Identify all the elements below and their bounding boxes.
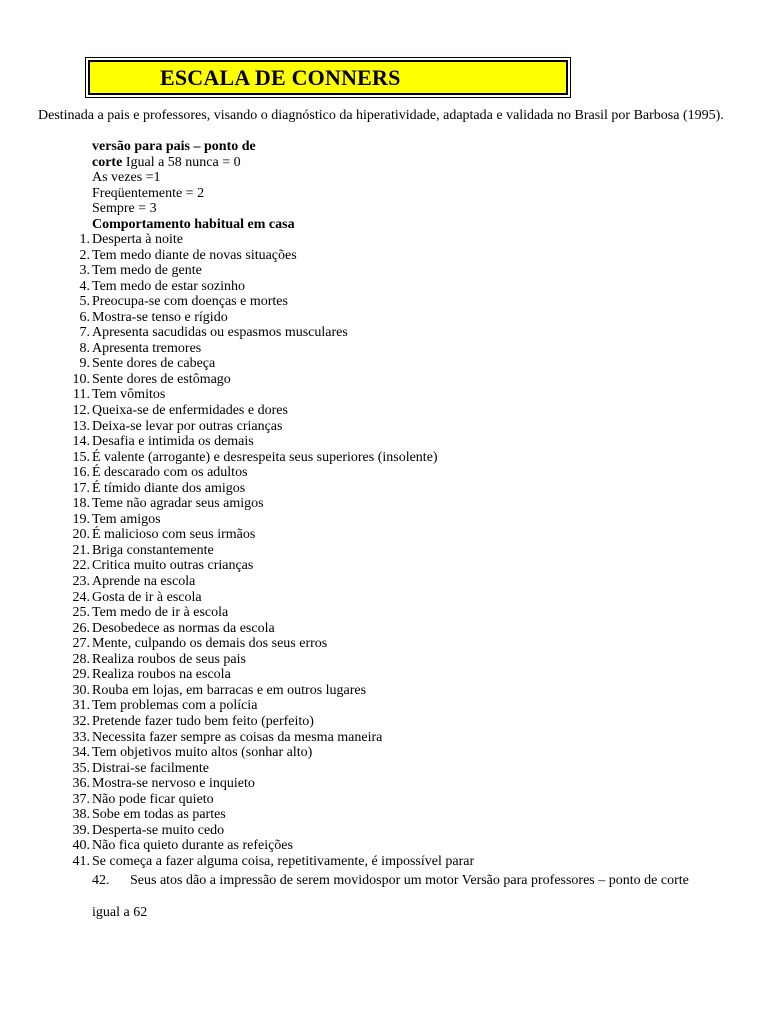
item-text: Deixa-se levar por outras crianças [92,418,283,434]
cutoff-value: Igual a 58 nunca = 0 [122,154,241,170]
title-box [88,60,568,95]
item-number: 27. [72,636,90,652]
item-number: 14. [72,434,90,450]
item-text: Apresenta tremores [92,340,202,356]
item-text: Desperta à noite [92,232,183,247]
item-text: É descarado com os adultos [92,465,248,481]
item-number: 16. [72,465,90,481]
scale-option-1: As vezes =1 [92,170,161,186]
list-item [72,745,474,761]
list-item [72,713,474,730]
item-number: 30. [72,682,90,698]
item-text: Queixa-se de enfermidades e dores [92,403,288,419]
list-item [72,371,474,388]
item-text: Realiza roubos na escola [92,667,231,683]
item-text: Critica muito outras crianças [92,558,254,574]
item-text: Mente, culpando os demais dos seus erros [92,636,328,652]
list-item [72,776,474,792]
list-item [72,822,474,839]
item-number: 18. [72,496,90,512]
item-number: 31. [72,698,90,714]
item-number: 9. [79,356,90,372]
item-text: Tem objetivos muito altos (sonhar alto) [92,745,313,761]
item-number: 22. [72,558,90,574]
item-text: Necessita fazer sempre as coisas da mesma maneira [92,729,383,745]
list-item [72,558,474,574]
list-item [72,449,474,466]
list-item [72,807,474,823]
scale-option-3: Sempre = 3 [92,201,157,217]
item-number: 2. [79,247,90,263]
list-item [79,247,474,264]
section-heading: Comportamento habitual em casa [92,216,295,232]
version-line: versão para pais – ponto de [92,139,256,154]
item-number: 4. [79,278,90,294]
scale-header [92,139,732,233]
item-text: Tem medo de estar sozinho [92,278,245,294]
item-number: 29. [72,667,90,683]
item-text: Tem problemas com a polícia [92,698,258,714]
list-item [72,729,474,746]
list-item [79,309,474,326]
item-text: Tem amigos [92,511,161,527]
item-number: 20. [72,527,90,543]
item-number: 38. [72,807,90,823]
list-item [72,838,474,854]
item-text: É tímido diante dos amigos [92,480,246,496]
item-number: 36. [72,776,90,792]
list-item [79,278,474,295]
item-number: 42. [92,873,110,888]
item-number: 32. [72,713,90,729]
item-number: 26. [72,620,90,636]
list-item [79,294,474,310]
item-number: 39. [72,822,90,838]
item-number: 1. [79,232,90,247]
item-number: 7. [79,325,90,341]
item-text: Pretende fazer tudo bem feito (perfeito) [92,713,314,729]
item-text: Se começa a fazer alguma coisa, repetitivamente, é impossível parar [92,853,475,869]
list-item [72,403,474,419]
cutoff-label: corte [92,154,123,170]
item-text: Sente dores de estômago [92,371,231,387]
list-item [72,511,474,528]
item-number: 11. [73,387,90,403]
item-number: 35. [72,760,90,776]
list-item [72,698,474,714]
intro-paragraph: Destinada a pais e professores, visando o diagnóstico da hiperatividade, adaptada e validada no Brasil por Barbosa (1995). [38,108,724,123]
item-list [72,232,475,869]
item-number: 3. [79,263,90,279]
item-number: 41. [72,853,90,869]
item-text: Sente dores de cabeça [92,356,216,372]
item-number: 23. [72,574,90,590]
item-number: 34. [72,745,90,761]
list-item [72,760,474,777]
item-number: 10. [72,371,90,387]
list-item [73,387,474,403]
item-number: 28. [72,651,90,667]
item-number: 33. [72,729,90,745]
cutoff-note: igual a 62 [92,905,148,920]
item-text: Sobe em todas as partes [92,807,226,823]
list-item [72,636,474,652]
item-text: Teme não agradar seus amigos [92,496,264,512]
item-number: 5. [79,294,90,310]
list-item [79,340,474,357]
item-number: 40. [72,838,90,854]
item-text: É valente (arrogante) e desrespeita seus superiores (insolente) [92,449,438,465]
list-item [72,853,475,870]
list-item [79,232,474,248]
item-number: 37. [72,791,90,807]
list-item [79,325,474,341]
item-text: Tem vômitos [92,387,166,403]
item-text: Tem medo de gente [92,263,202,279]
item-number: 15. [72,449,90,465]
list-item [72,434,474,450]
scale-option-2: Freqüentemente = 2 [92,185,205,201]
list-item [72,418,474,435]
item-text: Seus atos dão a impressão de serem movidospor um motor Versão para professores – ponto de corte [130,873,689,888]
list-item [72,791,474,808]
item-text: Não pode ficar quieto [92,791,214,807]
item-text: Apresenta sacudidas ou espasmos musculares [92,325,348,341]
item-text: Aprende na escola [92,574,196,590]
item-text: Tem medo diante de novas situações [92,247,297,263]
list-item [72,480,474,497]
item-number: 24. [72,589,90,605]
item-text: Mostra-se nervoso e inquieto [92,776,255,792]
list-item [72,667,474,683]
item-number: 21. [72,542,90,558]
item-number: 13. [72,418,90,434]
item-text: Mostra-se tenso e rígido [92,309,228,325]
list-item [72,651,474,668]
item-text: Preocupa-se com doenças e mortes [92,294,288,310]
item-text: Briga constantemente [92,542,214,558]
item-text: Tem medo de ir à escola [92,605,229,621]
item-text: Gosta de ir à escola [92,589,202,605]
item-text: Desobedece as normas da escola [92,620,275,636]
item-text: Desperta-se muito cedo [92,822,225,838]
list-item [72,589,474,606]
list-item [72,682,474,699]
item-text: Realiza roubos de seus pais [92,651,246,667]
list-item [79,263,474,279]
item-number: 25. [72,605,90,621]
list-item [72,465,474,481]
list-item [72,620,474,637]
item-text: Distrai-se facilmente [92,760,210,776]
item-text: Não fica quieto durante as refeições [92,838,293,854]
item-number: 8. [79,340,90,356]
item-number: 12. [72,403,90,419]
list-item [72,605,474,621]
page-title: ESCALA DE CONNERS [160,65,401,90]
cutoff-line [92,155,732,171]
list-item [72,527,474,543]
list-item [72,574,474,590]
item-number: 17. [72,480,90,496]
item-text: Desafia e intimida os demais [92,434,254,450]
list-item [72,542,474,559]
item-number: 19. [72,511,90,527]
item-number: 6. [79,309,90,325]
list-item [79,356,474,372]
list-item-42 [92,873,689,889]
item-text: Rouba em lojas, em barracas e em outros lugares [92,682,367,698]
list-item [72,496,474,512]
item-text: É malicioso com seus irmãos [92,527,256,543]
